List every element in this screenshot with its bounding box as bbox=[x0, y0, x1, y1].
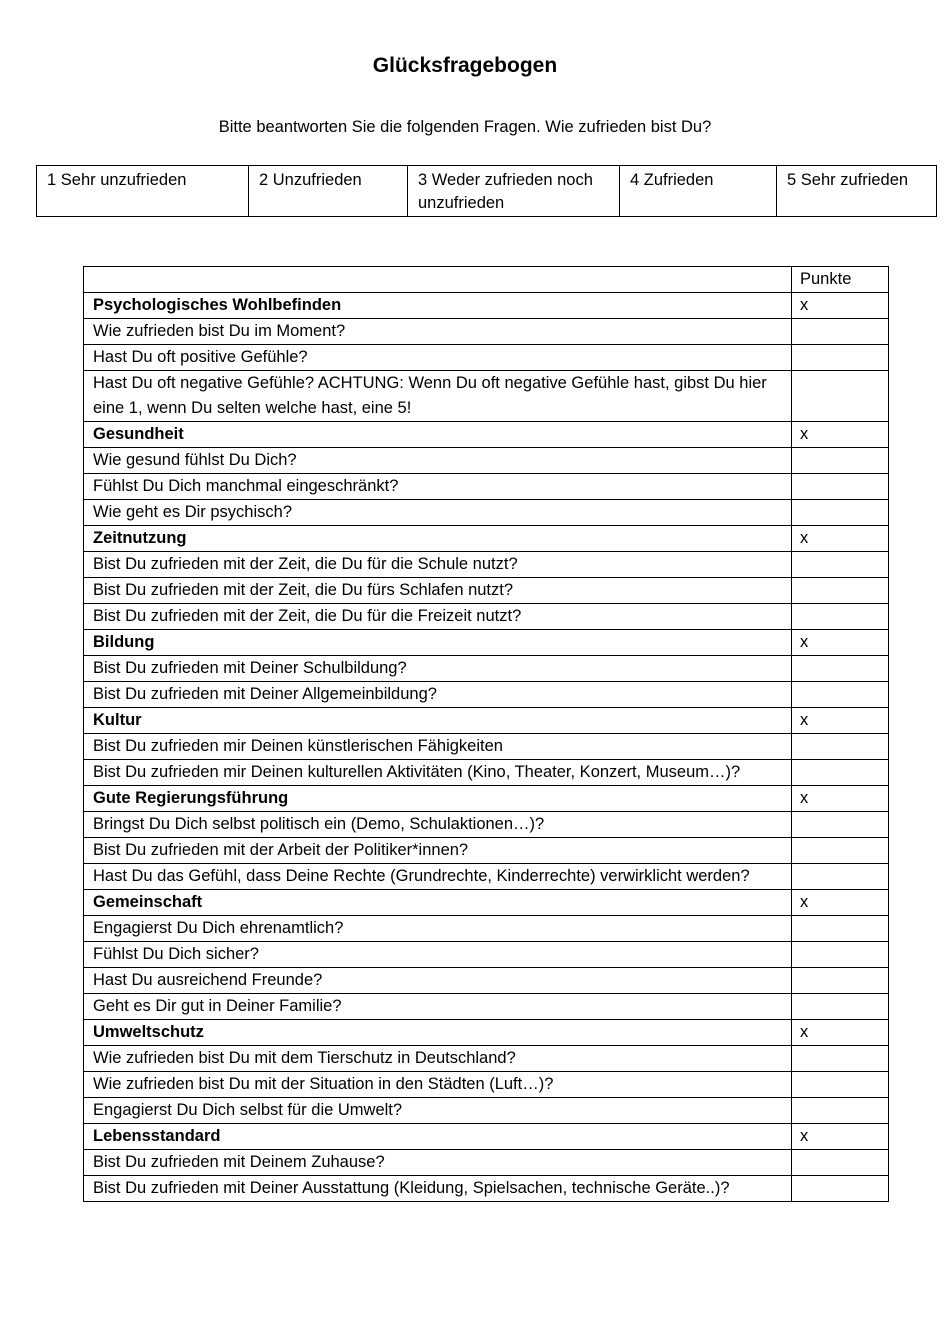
question-row bbox=[84, 578, 889, 604]
points-input-cell[interactable] bbox=[792, 1098, 889, 1124]
scale-option-5: 5 Sehr zufrieden bbox=[777, 166, 937, 217]
question-row bbox=[84, 474, 889, 500]
question-row bbox=[84, 682, 889, 708]
points-input-cell[interactable] bbox=[792, 448, 889, 474]
question-text: Bist Du zufrieden mit der Arbeit der Politiker*innen? bbox=[84, 838, 792, 864]
question-text: Wie zufrieden bist Du mit dem Tierschutz in Deutschland? bbox=[84, 1046, 792, 1072]
section-row bbox=[84, 630, 889, 656]
question-text: Bringst Du Dich selbst politisch ein (Demo, Schulaktionen…)? bbox=[84, 812, 792, 838]
question-text: Wie zufrieden bist Du im Moment? bbox=[84, 319, 792, 345]
points-input-cell[interactable] bbox=[792, 1046, 889, 1072]
section-row bbox=[84, 708, 889, 734]
question-text: Bist Du zufrieden mit der Zeit, die Du für die Freizeit nutzt? bbox=[84, 604, 792, 630]
question-row bbox=[84, 604, 889, 630]
question-row bbox=[84, 552, 889, 578]
points-input-cell[interactable] bbox=[792, 812, 889, 838]
section-row bbox=[84, 890, 889, 916]
section-row bbox=[84, 1124, 889, 1150]
question-row bbox=[84, 916, 889, 942]
question-row bbox=[84, 345, 889, 371]
question-text: Bist Du zufrieden mit der Zeit, die Du für die Schule nutzt? bbox=[84, 552, 792, 578]
question-text: Hast Du oft positive Gefühle? bbox=[84, 345, 792, 371]
question-row bbox=[84, 656, 889, 682]
section-row bbox=[84, 786, 889, 812]
points-input-cell[interactable] bbox=[792, 734, 889, 760]
points-input-cell[interactable] bbox=[792, 371, 889, 422]
section-points-mark: x bbox=[792, 422, 889, 448]
section-title: Umweltschutz bbox=[84, 1020, 792, 1046]
rating-scale-row bbox=[37, 166, 937, 217]
points-input-cell[interactable] bbox=[792, 345, 889, 371]
question-text: Bist Du zufrieden mir Deinen kulturellen Aktivitäten (Kino, Theater, Konzert, Museum…)? bbox=[84, 760, 792, 786]
question-row bbox=[84, 1176, 889, 1202]
question-text: Hast Du das Gefühl, dass Deine Rechte (Grundrechte, Kinderrechte) verwirklicht werden? bbox=[84, 864, 792, 890]
question-row bbox=[84, 838, 889, 864]
points-input-cell[interactable] bbox=[792, 604, 889, 630]
points-input-cell[interactable] bbox=[792, 864, 889, 890]
section-title: Zeitnutzung bbox=[84, 526, 792, 552]
points-input-cell[interactable] bbox=[792, 760, 889, 786]
points-input-cell[interactable] bbox=[792, 552, 889, 578]
scale-option-3: 3 Weder zufrieden noch unzufrieden bbox=[408, 166, 620, 217]
points-input-cell[interactable] bbox=[792, 916, 889, 942]
question-row bbox=[84, 1072, 889, 1098]
points-header: Punkte bbox=[792, 267, 889, 293]
question-row bbox=[84, 500, 889, 526]
header-row bbox=[84, 267, 889, 293]
section-points-mark: x bbox=[792, 890, 889, 916]
question-text: Engagierst Du Dich ehrenamtlich? bbox=[84, 916, 792, 942]
points-input-cell[interactable] bbox=[792, 968, 889, 994]
section-row bbox=[84, 526, 889, 552]
question-text: Bist Du zufrieden mit der Zeit, die Du fürs Schlafen nutzt? bbox=[84, 578, 792, 604]
question-row bbox=[84, 319, 889, 345]
section-title: Kultur bbox=[84, 708, 792, 734]
points-input-cell[interactable] bbox=[792, 682, 889, 708]
header-question-cell bbox=[84, 267, 792, 293]
question-row bbox=[84, 1098, 889, 1124]
question-text: Bist Du zufrieden mir Deinen künstlerischen Fähigkeiten bbox=[84, 734, 792, 760]
section-points-mark: x bbox=[792, 630, 889, 656]
points-input-cell[interactable] bbox=[792, 656, 889, 682]
section-title: Lebensstandard bbox=[84, 1124, 792, 1150]
question-text: Wie gesund fühlst Du Dich? bbox=[84, 448, 792, 474]
section-row bbox=[84, 422, 889, 448]
question-text: Fühlst Du Dich manchmal eingeschränkt? bbox=[84, 474, 792, 500]
question-text: Hast Du ausreichend Freunde? bbox=[84, 968, 792, 994]
points-input-cell[interactable] bbox=[792, 500, 889, 526]
points-input-cell[interactable] bbox=[792, 578, 889, 604]
scale-option-4: 4 Zufrieden bbox=[620, 166, 777, 217]
section-row bbox=[84, 1020, 889, 1046]
points-input-cell[interactable] bbox=[792, 1176, 889, 1202]
section-title: Bildung bbox=[84, 630, 792, 656]
question-text: Bist Du zufrieden mit Deinem Zuhause? bbox=[84, 1150, 792, 1176]
question-text: Bist Du zufrieden mit Deiner Ausstattung (Kleidung, Spielsachen, technische Geräte..)? bbox=[84, 1176, 792, 1202]
question-row bbox=[84, 968, 889, 994]
section-row bbox=[84, 293, 889, 319]
points-input-cell[interactable] bbox=[792, 319, 889, 345]
section-points-mark: x bbox=[792, 1124, 889, 1150]
points-input-cell[interactable] bbox=[792, 1072, 889, 1098]
scale-option-2: 2 Unzufrieden bbox=[249, 166, 408, 217]
question-row bbox=[84, 1046, 889, 1072]
section-title: Psychologisches Wohlbefinden bbox=[84, 293, 792, 319]
section-points-mark: x bbox=[792, 293, 889, 319]
question-text: Bist Du zufrieden mit Deiner Schulbildung? bbox=[84, 656, 792, 682]
scale-option-1: 1 Sehr unzufrieden bbox=[37, 166, 249, 217]
section-title: Gemeinschaft bbox=[84, 890, 792, 916]
section-title: Gesundheit bbox=[84, 422, 792, 448]
question-text: Wie zufrieden bist Du mit der Situation in den Städten (Luft…)? bbox=[84, 1072, 792, 1098]
points-input-cell[interactable] bbox=[792, 994, 889, 1020]
points-input-cell[interactable] bbox=[792, 1150, 889, 1176]
points-input-cell[interactable] bbox=[792, 942, 889, 968]
question-text: Geht es Dir gut in Deiner Familie? bbox=[84, 994, 792, 1020]
points-input-cell[interactable] bbox=[792, 838, 889, 864]
section-title: Gute Regierungsführung bbox=[84, 786, 792, 812]
question-text: Engagierst Du Dich selbst für die Umwelt? bbox=[84, 1098, 792, 1124]
question-row bbox=[84, 864, 889, 890]
section-points-mark: x bbox=[792, 786, 889, 812]
questionnaire-body bbox=[84, 267, 889, 1202]
question-text: Hast Du oft negative Gefühle? ACHTUNG: Wenn Du oft negative Gefühle hast, gibst Du hier eine 1, wenn Du selten welche hast, eine 5! bbox=[84, 371, 792, 422]
question-row bbox=[84, 942, 889, 968]
points-input-cell[interactable] bbox=[792, 474, 889, 500]
question-row bbox=[84, 760, 889, 786]
page-subtitle: Bitte beantworten Sie die folgenden Fragen. Wie zufrieden bist Du? bbox=[218, 118, 712, 136]
questionnaire-table bbox=[83, 266, 889, 1202]
question-text: Fühlst Du Dich sicher? bbox=[84, 942, 792, 968]
question-text: Wie geht es Dir psychisch? bbox=[84, 500, 792, 526]
question-row bbox=[84, 448, 889, 474]
question-row bbox=[84, 994, 889, 1020]
question-row bbox=[84, 734, 889, 760]
section-points-mark: x bbox=[792, 526, 889, 552]
question-row bbox=[84, 371, 889, 422]
rating-scale-table bbox=[36, 165, 937, 217]
section-points-mark: x bbox=[792, 708, 889, 734]
section-points-mark: x bbox=[792, 1020, 889, 1046]
question-row bbox=[84, 812, 889, 838]
question-text: Bist Du zufrieden mit Deiner Allgemeinbildung? bbox=[84, 682, 792, 708]
page-title: Glücksfragebogen bbox=[372, 54, 558, 77]
question-row bbox=[84, 1150, 889, 1176]
